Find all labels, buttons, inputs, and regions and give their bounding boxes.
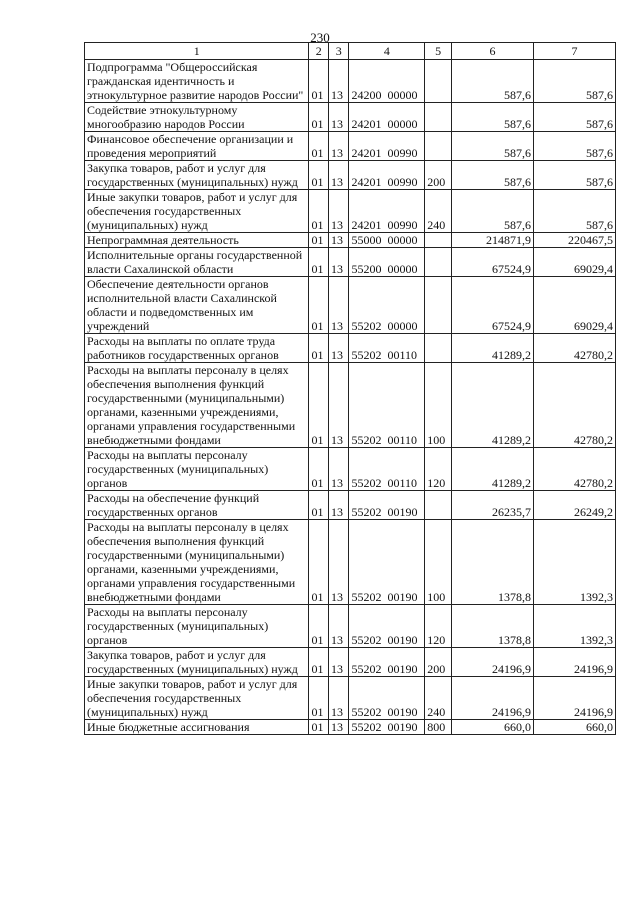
row-expense-type (425, 248, 452, 277)
row-subsection: 13 (328, 648, 349, 677)
row-subsection: 13 (328, 720, 349, 735)
row-section: 01 (309, 334, 328, 363)
row-target-article: 55200 00000 (349, 248, 425, 277)
row-subsection: 13 (328, 677, 349, 720)
row-amount-col6: 67524,9 (451, 248, 533, 277)
row-amount-col7: 1392,3 (533, 605, 615, 648)
row-name: Расходы на выплаты персоналу государственных (муниципальных) органов (85, 448, 309, 491)
table-row (85, 103, 616, 132)
row-subsection: 13 (328, 233, 349, 248)
table-row (85, 277, 616, 334)
table-row (85, 190, 616, 233)
row-section: 01 (309, 60, 328, 103)
row-subsection: 13 (328, 520, 349, 605)
row-amount-col7: 660,0 (533, 720, 615, 735)
row-amount-col7: 1392,3 (533, 520, 615, 605)
row-name: Подпрограмма "Общероссийская гражданская идентичность и этнокультурное развитие народов России" (85, 60, 309, 103)
row-section: 01 (309, 677, 328, 720)
col-header-2: 2 (309, 43, 328, 60)
table-row (85, 132, 616, 161)
row-section: 01 (309, 720, 328, 735)
row-section: 01 (309, 103, 328, 132)
row-name: Расходы на выплаты по оплате труда работников государственных органов (85, 334, 309, 363)
row-expense-type (425, 132, 452, 161)
row-amount-col6: 1378,8 (451, 605, 533, 648)
row-expense-type (425, 277, 452, 334)
row-amount-col6: 587,6 (451, 161, 533, 190)
row-section: 01 (309, 277, 328, 334)
row-subsection: 13 (328, 334, 349, 363)
row-target-article: 24200 00000 (349, 60, 425, 103)
row-subsection: 13 (328, 60, 349, 103)
row-section: 01 (309, 363, 328, 448)
row-expense-type: 120 (425, 448, 452, 491)
row-amount-col7: 587,6 (533, 103, 615, 132)
row-amount-col6: 587,6 (451, 190, 533, 233)
row-name: Закупка товаров, работ и услуг для государственных (муниципальных) нужд (85, 161, 309, 190)
row-name: Закупка товаров, работ и услуг для государственных (муниципальных) нужд (85, 648, 309, 677)
row-amount-col7: 24196,9 (533, 677, 615, 720)
row-name: Иные закупки товаров, работ и услуг для обеспечения государственных (муниципальных) нужд (85, 190, 309, 233)
row-expense-type: 240 (425, 190, 452, 233)
row-target-article: 55202 00110 (349, 334, 425, 363)
table-row (85, 334, 616, 363)
row-amount-col7: 69029,4 (533, 248, 615, 277)
row-amount-col6: 587,6 (451, 103, 533, 132)
row-expense-type: 240 (425, 677, 452, 720)
row-section: 01 (309, 190, 328, 233)
row-name: Расходы на выплаты персоналу в целях обеспечения выполнения функций государственными (муниципальными) органами, казенными учреждениями, органами управления государственными внебюджетными фондами (85, 520, 309, 605)
col-header-5: 5 (425, 43, 452, 60)
col-header-6: 6 (451, 43, 533, 60)
row-subsection: 13 (328, 448, 349, 491)
row-section: 01 (309, 448, 328, 491)
row-section: 01 (309, 605, 328, 648)
row-amount-col7: 587,6 (533, 132, 615, 161)
col-header-1: 1 (85, 43, 309, 60)
row-amount-col6: 587,6 (451, 132, 533, 161)
row-target-article: 55202 00190 (349, 520, 425, 605)
row-expense-type: 200 (425, 161, 452, 190)
row-amount-col6: 24196,9 (451, 648, 533, 677)
row-amount-col7: 220467,5 (533, 233, 615, 248)
table-row (85, 248, 616, 277)
row-amount-col7: 42780,2 (533, 363, 615, 448)
row-amount-col6: 660,0 (451, 720, 533, 735)
row-subsection: 13 (328, 363, 349, 448)
row-section: 01 (309, 161, 328, 190)
row-target-article: 55202 00190 (349, 677, 425, 720)
table-row (85, 161, 616, 190)
row-amount-col6: 67524,9 (451, 277, 533, 334)
row-amount-col6: 41289,2 (451, 448, 533, 491)
table-row (85, 60, 616, 103)
table-row (85, 491, 616, 520)
row-target-article: 55202 00110 (349, 363, 425, 448)
row-name: Расходы на выплаты персоналу государственных (муниципальных) органов (85, 605, 309, 648)
row-target-article: 55000 00000 (349, 233, 425, 248)
row-amount-col7: 24196,9 (533, 648, 615, 677)
row-amount-col6: 41289,2 (451, 363, 533, 448)
row-name: Финансовое обеспечение организации и проведения мероприятий (85, 132, 309, 161)
table-row (85, 363, 616, 448)
row-section: 01 (309, 248, 328, 277)
row-section: 01 (309, 491, 328, 520)
row-target-article: 55202 00190 (349, 720, 425, 735)
header-row (85, 43, 616, 60)
row-subsection: 13 (328, 161, 349, 190)
row-name: Содействие этнокультурному многообразию народов России (85, 103, 309, 132)
row-expense-type: 800 (425, 720, 452, 735)
row-amount-col6: 214871,9 (451, 233, 533, 248)
col-header-3: 3 (328, 43, 349, 60)
row-expense-type: 120 (425, 605, 452, 648)
table-row (85, 448, 616, 491)
row-name: Иные бюджетные ассигнования (85, 720, 309, 735)
row-amount-col6: 587,6 (451, 60, 533, 103)
row-expense-type (425, 491, 452, 520)
row-name: Расходы на обеспечение функций государственных органов (85, 491, 309, 520)
row-amount-col6: 24196,9 (451, 677, 533, 720)
row-amount-col7: 587,6 (533, 161, 615, 190)
budget-table (84, 42, 616, 735)
row-name: Исполнительные органы государственной власти Сахалинской области (85, 248, 309, 277)
row-expense-type (425, 233, 452, 248)
row-amount-col6: 1378,8 (451, 520, 533, 605)
row-subsection: 13 (328, 103, 349, 132)
row-amount-col7: 69029,4 (533, 277, 615, 334)
row-amount-col6: 26235,7 (451, 491, 533, 520)
row-expense-type (425, 334, 452, 363)
col-header-4: 4 (349, 43, 425, 60)
row-subsection: 13 (328, 132, 349, 161)
row-amount-col7: 42780,2 (533, 334, 615, 363)
row-amount-col7: 587,6 (533, 190, 615, 233)
row-subsection: 13 (328, 491, 349, 520)
row-subsection: 13 (328, 277, 349, 334)
row-section: 01 (309, 648, 328, 677)
row-amount-col7: 42780,2 (533, 448, 615, 491)
row-target-article: 24201 00990 (349, 161, 425, 190)
row-name: Иные закупки товаров, работ и услуг для обеспечения государственных (муниципальных) нужд (85, 677, 309, 720)
table-row (85, 520, 616, 605)
row-section: 01 (309, 520, 328, 605)
row-amount-col7: 26249,2 (533, 491, 615, 520)
row-target-article: 55202 00190 (349, 491, 425, 520)
row-target-article: 55202 00000 (349, 277, 425, 334)
table-row (85, 648, 616, 677)
row-subsection: 13 (328, 190, 349, 233)
row-expense-type (425, 60, 452, 103)
row-expense-type (425, 103, 452, 132)
row-target-article: 24201 00990 (349, 132, 425, 161)
row-name: Непрограммная деятельность (85, 233, 309, 248)
table-row (85, 677, 616, 720)
row-target-article: 24201 00000 (349, 103, 425, 132)
row-subsection: 13 (328, 605, 349, 648)
row-subsection: 13 (328, 248, 349, 277)
table-row (85, 605, 616, 648)
row-name: Расходы на выплаты персоналу в целях обеспечения выполнения функций государственными (муниципальными) органами, казенными учреждениями, органами управления государственными внебюджетными фондами (85, 363, 309, 448)
row-target-article: 24201 00990 (349, 190, 425, 233)
table-row (85, 720, 616, 735)
table-row (85, 233, 616, 248)
row-target-article: 55202 00110 (349, 448, 425, 491)
row-name: Обеспечение деятельности органов исполнительной власти Сахалинской области и подведомственных им учреждений (85, 277, 309, 334)
row-amount-col7: 587,6 (533, 60, 615, 103)
row-section: 01 (309, 132, 328, 161)
row-target-article: 55202 00190 (349, 605, 425, 648)
row-expense-type: 200 (425, 648, 452, 677)
row-expense-type: 100 (425, 363, 452, 448)
row-amount-col6: 41289,2 (451, 334, 533, 363)
row-section: 01 (309, 233, 328, 248)
row-target-article: 55202 00190 (349, 648, 425, 677)
col-header-7: 7 (533, 43, 615, 60)
row-expense-type: 100 (425, 520, 452, 605)
page-number: 230 (310, 30, 330, 45)
